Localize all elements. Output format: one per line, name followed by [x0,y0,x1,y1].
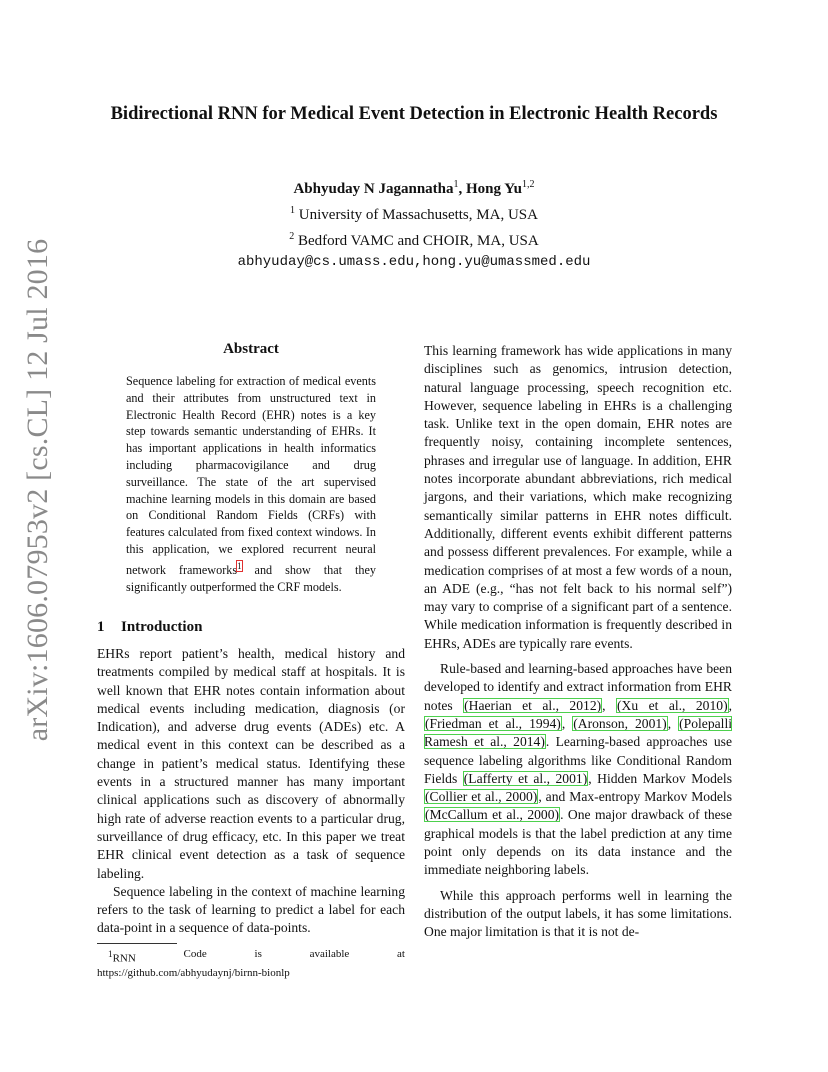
section-title: Introduction [121,619,203,635]
section-heading-introduction [97,619,407,636]
footnote-url[interactable]: https://github.com/abhyudaynj/birnn-bionlp [97,967,290,980]
author-1: Abhyuday N Jagannatha [293,181,454,197]
citation-link[interactable]: (Xu et al., 2010) [617,697,728,713]
intro-paragraph-1: EHRs report patient’s health, medical history and treatments compiled by medical staff at hospitals. It is well known that EHR notes contain information about medical events including medication, diagnosis (or Indication), and adverse drug events (ADEs) etc. A medical event in this context can be described as a change in patient’s medical status. Identifying these events in a structured manner has many important clinical applications such as discovery of abnormally high rate of adverse reaction events to a particular drug, surveillance of drug efficacy, etc. In this paper we treat EHR clinical event detection as a task of sequence labeling. [97,646,405,881]
abstract-heading: Abstract [223,341,279,357]
arxiv-id: arXiv:1606.07953v2 [cs.CL] 12 Jul 2016 [21,238,54,742]
author-block [80,174,748,273]
footnote: $^1$RNN Code is available at https://github.com/abhyudaynj/birnn-bionlp [97,948,405,980]
arxiv-stamp [18,238,58,742]
author-2: Hong Yu [466,181,523,197]
intro-paragraph-2: Sequence labeling in the context of machine learning refers to the task of learning to predict a label for each data-point in a sequence of data-points. [97,883,405,936]
right-paragraph-1: This learning framework has wide applications in many disciplines such as genomics, intrusion detection, natural language processing, speech recognition etc. However, sequence labeling in EHRs is a challenging task. Unlike text in the open domain, EHR notes are frequently noisy, containing incomplete sentences, phrases and irregular use of language. In addition, EHR notes incorporate abundant abbreviations, rich medical jargons, and their variations, which make recognizing semantically similar patterns in EHR notes difficult. Additionally, different events exhibit different patterns and possess different prevalences. For example, while a medication comprises of at most a few words of a noun, an ADE (e.g., “has not felt back to his normal self”) may vary to comprise of a significant part of a sentence. While medication information is frequently described in EHRs, ADEs are typically rare events. [424,343,732,651]
author-names: Abhyuday N Jagannatha$^1$, Hong Yu$^{1,2}$ [293,179,535,197]
citation-link[interactable]: (Friedman et al., 1994) [425,715,561,731]
right-column-body [424,342,732,942]
footnote-link[interactable]: 1 [237,560,242,571]
right-paragraph-3: While this approach performs well in learning the distribution of the output labels, it has some limitations. One major limitation is that it is not de- [424,887,732,940]
section-number: 1 [97,619,105,635]
citation-link[interactable]: (McCallum et al., 2000) [425,807,560,823]
footnote-rule [97,943,177,944]
citation-link[interactable]: (Aronson, 2001) [573,715,667,731]
right-paragraph-2: Rule-based and learning-based approaches have been developed to identify and extract information from EHR notes (Haerian et al., 2012), (Xu et al., 2010), (Friedman et al., 1994), (Aronson, 2001), (Polepalli Ramesh et al., 2014). Learning-based approaches use sequence labeling algorithms like Conditional Random Fields (Lafferty et al., 2001), Hidden Markov Models (Collier et al., 2000), and Max-entropy Markov Models (McCallum et al., 2000). One major drawback of these graphical models is that the label prediction at any time point only depends on its data instance and the immediate neighboring labels. [424,661,733,878]
paper-title: Bidirectional RNN for Medical Event Detection in Electronic Health Records [110,104,718,124]
citation-link[interactable]: (Collier et al., 2000) [425,789,538,805]
abstract-text: Sequence labeling for extraction of medical events and their attributes from unstructured text in Electronic Health Record (EHR) notes is a key step towards semantic understanding of EHRs. It has important applications in health informatics including pharmacovigilance and drug surveillance. The state of the art supervised machine learning models in this domain are based on Conditional Random Fields (CRFs) with features calculated from fixed context windows. In this application, we explored recurrent neural network frameworks$^1$ and show that they significantly outperformed the CRF models. [126,374,376,594]
author-emails[interactable]: abhyuday@cs.umass.edu,hong.yu@umassmed.edu [237,254,591,270]
intro-body [97,645,405,938]
affiliation-1: $^1$ University of Massachusetts, MA, USA [290,205,538,223]
affiliation-2: $^2$ Bedford VAMC and CHOIR, MA, USA [289,231,539,249]
citation-link[interactable]: (Lafferty et al., 2001) [463,770,588,786]
citation-link[interactable]: (Polepalli Ramesh et al., 2014) [424,715,732,750]
citation-link[interactable]: (Haerian et al., 2012) [464,697,602,713]
